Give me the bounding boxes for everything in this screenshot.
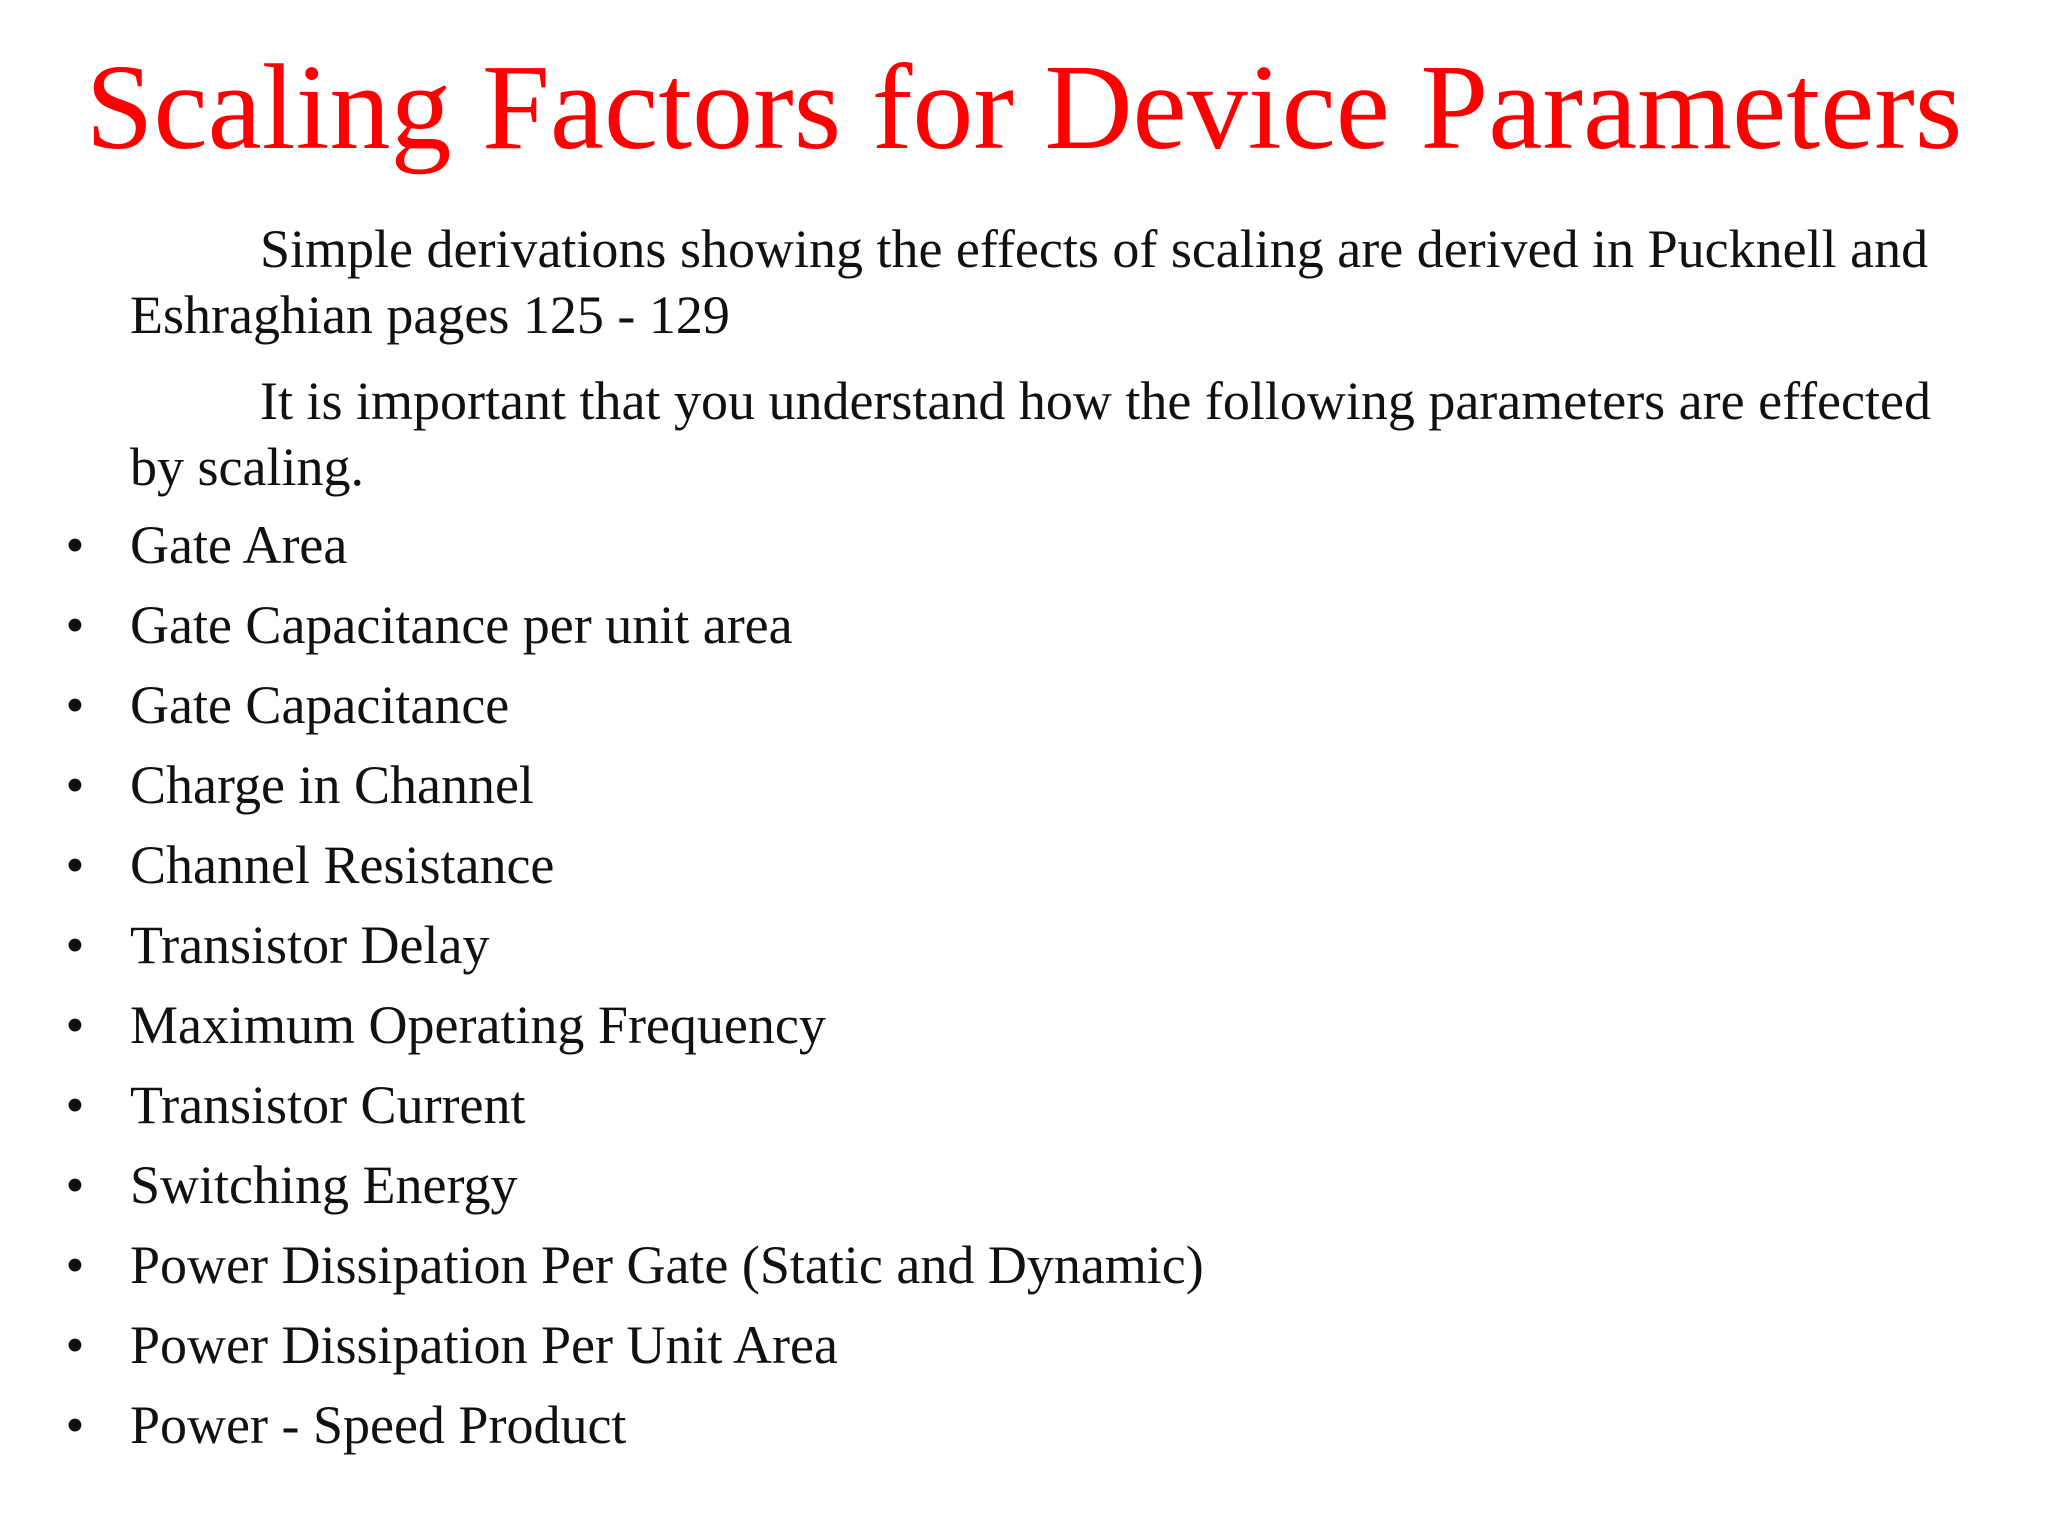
list-item-label: Transistor Current bbox=[130, 1075, 526, 1135]
bullet-icon: • bbox=[65, 1155, 85, 1215]
list-item bbox=[0, 830, 1204, 910]
bullet-icon: • bbox=[65, 595, 85, 655]
bullet-icon: • bbox=[65, 515, 85, 575]
bullet-icon: • bbox=[65, 675, 85, 735]
list-item-label: Power Dissipation Per Gate (Static and Dynamic) bbox=[130, 1235, 1204, 1295]
list-item bbox=[0, 1390, 1204, 1470]
bullet-icon: • bbox=[65, 995, 85, 1055]
importance-paragraph: It is important that you understand how the following parameters are effected by scaling. bbox=[130, 371, 1931, 497]
list-item-label: Switching Energy bbox=[130, 1155, 518, 1215]
list-item bbox=[0, 510, 1204, 590]
list-item-label: Charge in Channel bbox=[130, 755, 534, 815]
list-item-label: Power Dissipation Per Unit Area bbox=[130, 1315, 838, 1375]
bullet-icon: • bbox=[65, 835, 85, 895]
list-item-label: Gate Capacitance per unit area bbox=[130, 595, 793, 655]
bullet-icon: • bbox=[65, 915, 85, 975]
bullet-icon: • bbox=[65, 755, 85, 815]
list-item bbox=[0, 1310, 1204, 1390]
bullet-icon: • bbox=[65, 1315, 85, 1375]
list-item bbox=[0, 1070, 1204, 1150]
list-item bbox=[0, 1230, 1204, 1310]
bullet-icon: • bbox=[65, 1395, 85, 1455]
list-item bbox=[0, 1150, 1204, 1230]
list-item-label: Gate Area bbox=[130, 515, 348, 575]
list-item-label: Transistor Delay bbox=[130, 915, 490, 975]
list-item bbox=[0, 910, 1204, 990]
list-item bbox=[0, 990, 1204, 1070]
bullet-icon: • bbox=[65, 1075, 85, 1135]
list-item bbox=[0, 590, 1204, 670]
list-item bbox=[0, 670, 1204, 750]
list-item-label: Maximum Operating Frequency bbox=[130, 995, 826, 1055]
list-item bbox=[0, 750, 1204, 830]
list-item-label: Channel Resistance bbox=[130, 835, 555, 895]
intro-paragraph: Simple derivations showing the effects of scaling are derived in Pucknell and Eshraghian pages 125 - 129 bbox=[130, 219, 1929, 345]
slide-title: Scaling Factors for Device Parameters bbox=[85, 40, 1963, 175]
list-item-label: Power - Speed Product bbox=[130, 1395, 627, 1455]
parameter-list bbox=[0, 510, 1204, 1470]
bullet-icon: • bbox=[65, 1235, 85, 1295]
list-item-label: Gate Capacitance bbox=[130, 675, 510, 735]
